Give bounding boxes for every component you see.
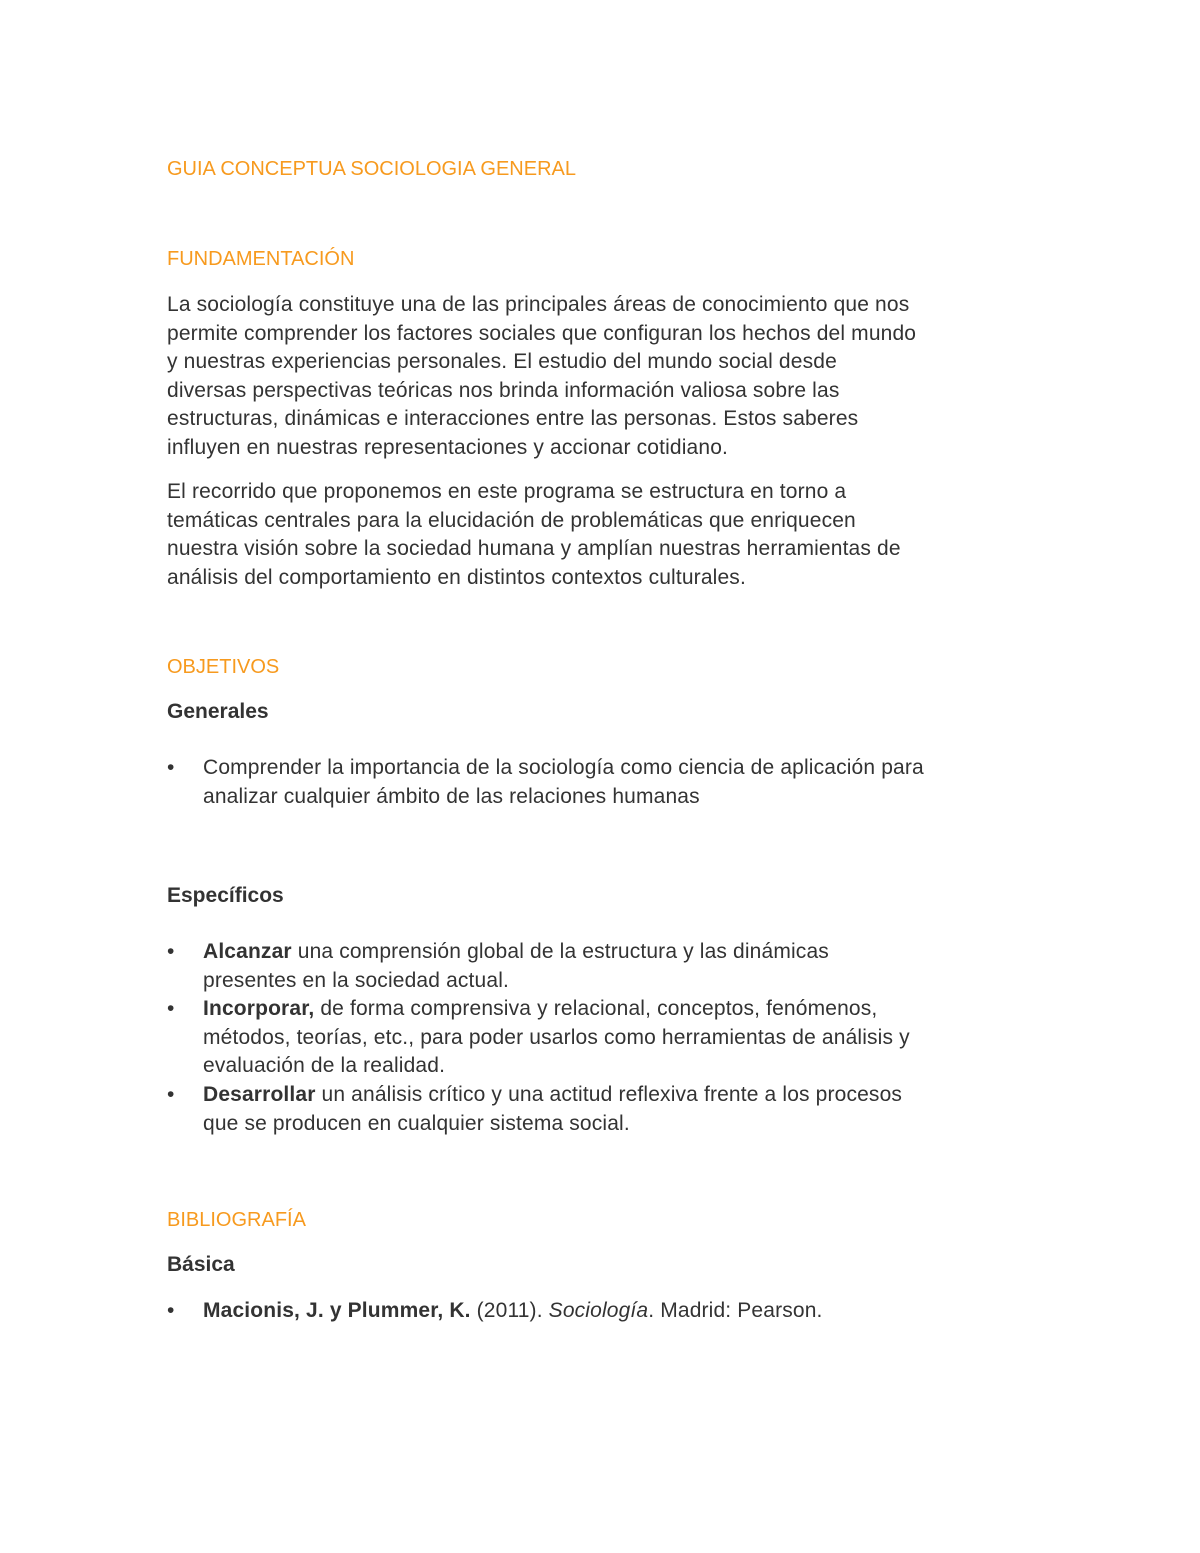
list-generales	[167, 754, 1047, 811]
subheading-especificos: Específicos	[167, 884, 284, 907]
text-line: permite comprender los factores sociales que configuran los hechos del mundo	[167, 321, 917, 345]
bibliography-entry	[167, 1297, 1047, 1326]
section-heading-fundamentacion: FUNDAMENTACIÓN	[167, 248, 355, 270]
text-line: El recorrido que proponemos en este programa se estructura en torno a	[167, 480, 847, 503]
text-line: estructuras, dinámicas e interacciones entre las personas. Estos saberes	[167, 407, 859, 431]
text-line: temáticas centrales para la elucidación de problemáticas que enriquecen	[167, 508, 856, 532]
bullet-icon: •	[167, 756, 175, 779]
list-item	[167, 1081, 1047, 1138]
text-line: influyen en nuestras representaciones y accionar cotidiano.	[167, 435, 729, 459]
bold-term: Desarrollar	[203, 1082, 316, 1106]
text-fragment: una comprensión global de la estructura y las dinámicas	[291, 940, 829, 963]
text-fragment: de forma comprensiva y relacional, conceptos, fenómenos,	[314, 997, 878, 1021]
subheading-basica: Básica	[167, 1253, 235, 1276]
document-title: GUIA CONCEPTUA SOCIOLOGIA GENERAL	[167, 158, 576, 180]
paragraph-fundamentacion-2	[167, 478, 901, 592]
paragraph-fundamentacion-1	[167, 291, 916, 463]
text-line: nuestra visión sobre la sociedad humana y amplían nuestras herramientas de	[167, 537, 901, 561]
text-line: y nuestras experiencias personales. El estudio del mundo social desde	[167, 350, 837, 374]
text-line: presentes en la sociedad actual.	[203, 968, 509, 992]
bold-term: Alcanzar	[203, 940, 292, 963]
bullet-icon: •	[167, 940, 175, 963]
subheading-generales: Generales	[167, 700, 269, 723]
list-item	[167, 995, 1047, 1081]
bullet-icon: •	[167, 1082, 175, 1106]
section-heading-objetivos: OBJETIVOS	[167, 656, 280, 678]
text-line: métodos, teorías, etc., para poder usarlos como herramientas de análisis y	[203, 1025, 910, 1049]
bibliography-publisher: . Madrid: Pearson.	[648, 1299, 823, 1322]
text-line: que se producen en cualquier sistema social.	[203, 1111, 630, 1135]
text-line: analizar cualquier ámbito de las relaciones humanas	[203, 784, 700, 808]
text-line: Comprender la importancia de la sociología como ciencia de aplicación para	[203, 756, 924, 779]
list-item	[167, 938, 1047, 995]
bullet-icon: •	[167, 997, 175, 1021]
text-line: diversas perspectivas teóricas nos brinda información valiosa sobre las	[167, 378, 840, 402]
bullet-icon: •	[167, 1299, 175, 1322]
text-line: La sociología constituye una de las principales áreas de conocimiento que nos	[167, 293, 910, 316]
text-line: análisis del comportamiento en distintos contextos culturales.	[167, 565, 746, 589]
text-line: evaluación de la realidad.	[203, 1054, 446, 1078]
bibliography-author: Macionis, J. y Plummer, K.	[203, 1299, 471, 1322]
bibliography-year: (2011).	[470, 1299, 549, 1322]
list-basica	[167, 1297, 1047, 1326]
bibliography-title: Sociología	[548, 1299, 649, 1322]
list-item	[167, 754, 1047, 811]
text-fragment: un análisis crítico y una actitud reflexiva frente a los procesos	[315, 1082, 903, 1106]
section-heading-bibliografia: BIBLIOGRAFÍA	[167, 1209, 306, 1231]
list-especificos	[167, 938, 1047, 1138]
bold-term: Incorporar,	[203, 997, 315, 1021]
